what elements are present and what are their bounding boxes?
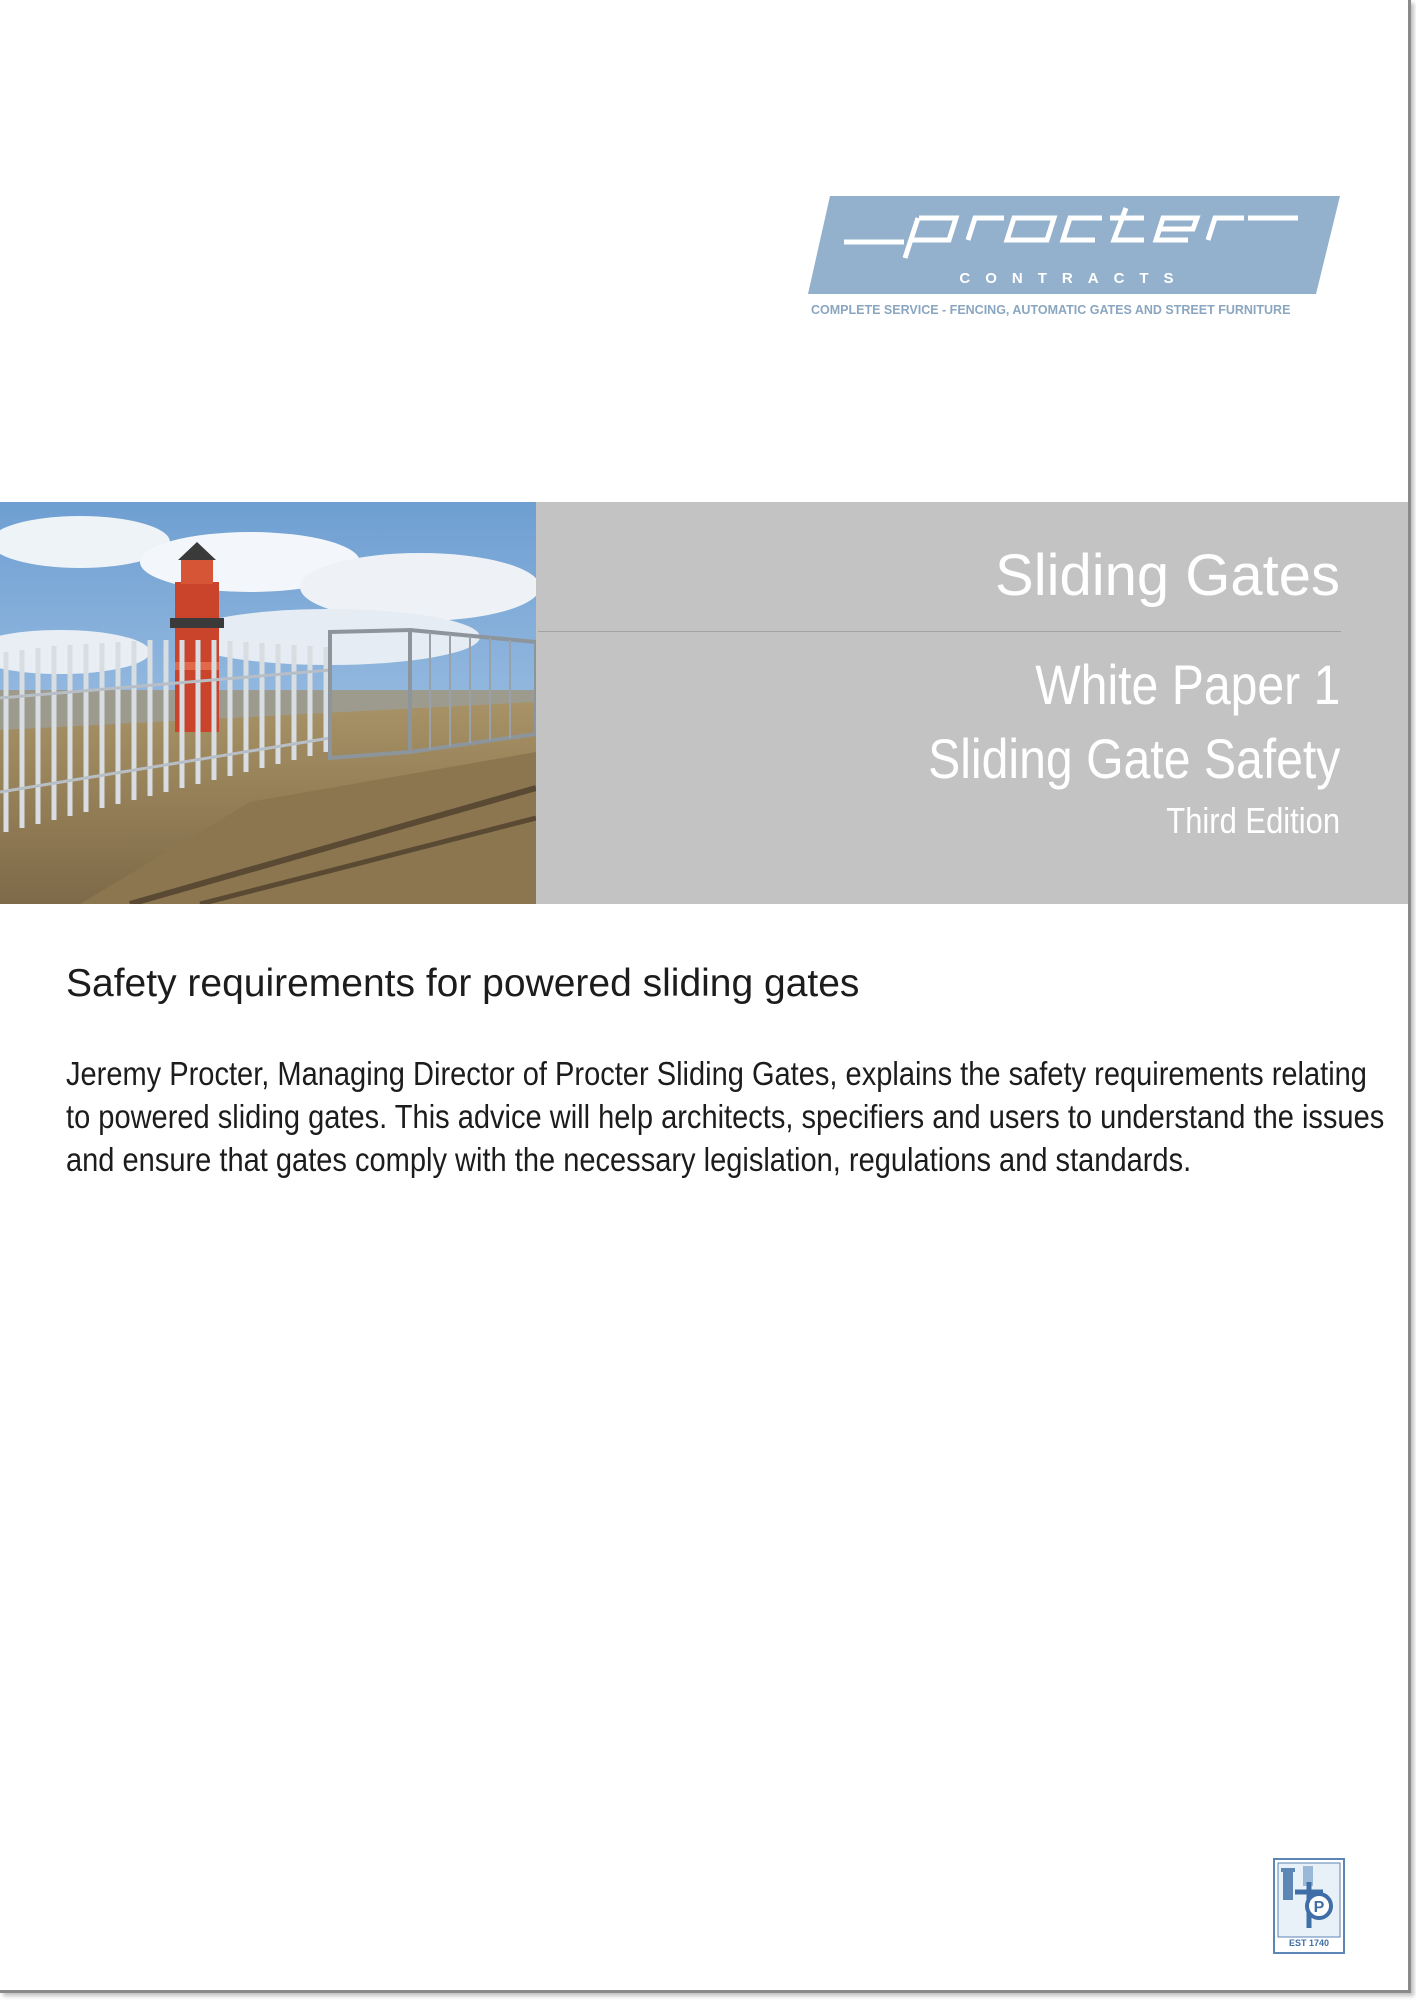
procter-contracts-logo xyxy=(808,196,1340,322)
intro-line: and ensure that gates comply with the necessary legislation, regulations and standards. xyxy=(66,1141,1192,1178)
logo-tagline: COMPLETE SERVICE - FENCING, AUTOMATIC GATES AND STREET FURNITURE xyxy=(811,303,1291,317)
svg-text:P: P xyxy=(1313,1899,1325,1916)
intro-paragraph xyxy=(66,1052,1385,1181)
hero-band xyxy=(0,502,1408,904)
logo-subtitle: CONTRACTS xyxy=(959,270,1189,287)
hero-divider xyxy=(538,631,1341,632)
lighthouse-gate-photo xyxy=(0,502,536,904)
hero-title: Sliding Gates xyxy=(995,543,1340,608)
est-1740-badge xyxy=(1273,1858,1345,1954)
badge-text: EST 1740 xyxy=(1288,1938,1330,1948)
subtitle-line: Sliding Gate Safety xyxy=(927,727,1340,790)
intro-line: Jeremy Procter, Managing Director of Procter Sliding Gates, explains the safety requirements relating xyxy=(66,1055,1367,1092)
edition-label: Third Edition xyxy=(1166,800,1340,841)
intro-line: to powered sliding gates. This advice will help architects, specifiers and users to understand the issues xyxy=(66,1098,1385,1135)
hero-subtitle xyxy=(928,648,1340,796)
subtitle-line: White Paper 1 xyxy=(1034,653,1340,716)
section-heading: Safety requirements for powered sliding gates xyxy=(66,962,860,1005)
